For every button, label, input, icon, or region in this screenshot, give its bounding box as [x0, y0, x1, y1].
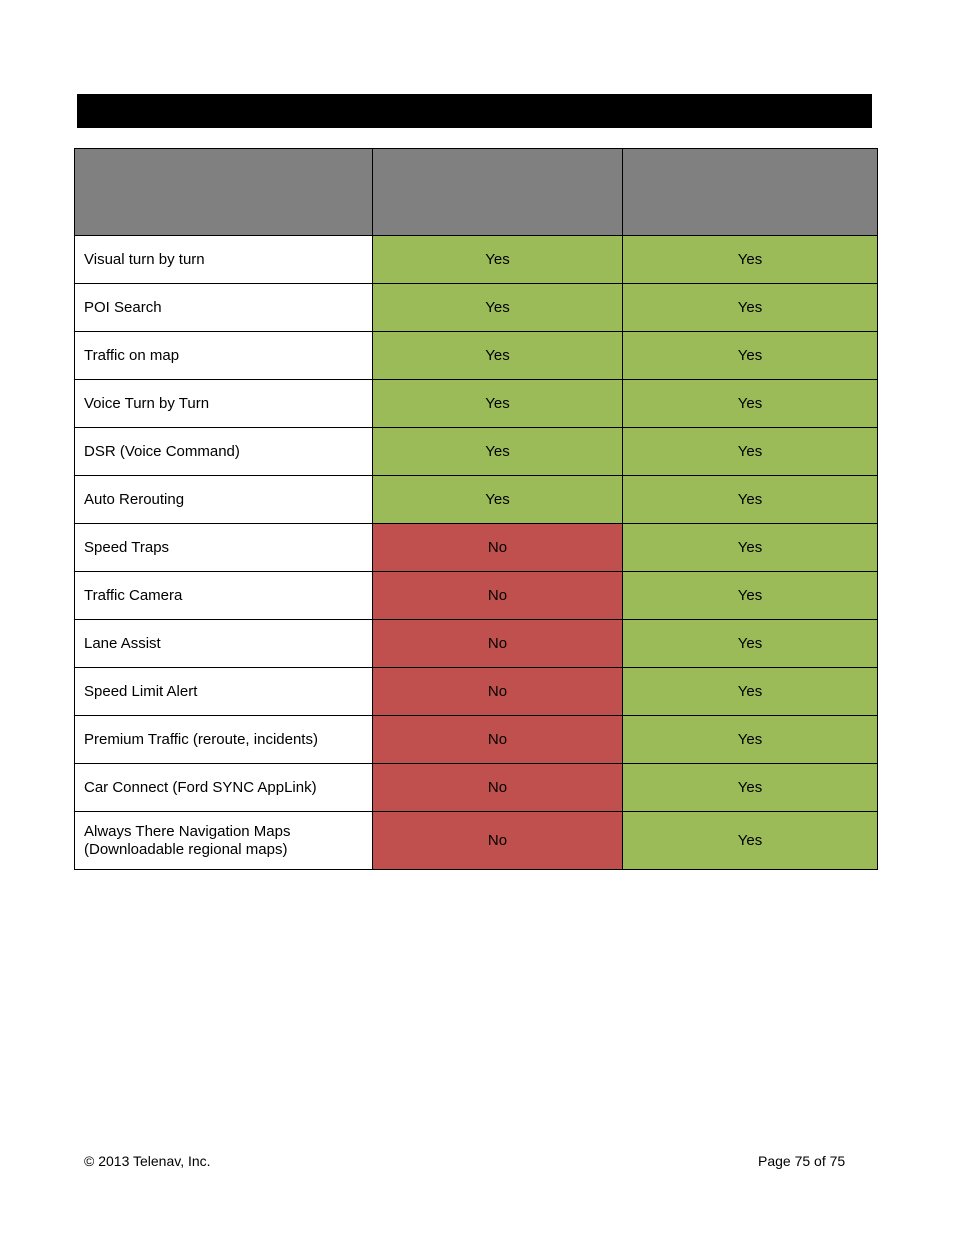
- feature-name: Traffic Camera: [75, 572, 373, 620]
- feature-name: Auto Rerouting: [75, 476, 373, 524]
- option-b-value: Yes: [623, 332, 878, 380]
- option-b-value: Yes: [623, 380, 878, 428]
- table-row: [75, 284, 878, 332]
- feature-comparison-table: [74, 148, 878, 870]
- header-cell-feature: [75, 149, 373, 236]
- section-title-bar: [77, 94, 872, 128]
- option-b-value: Yes: [623, 476, 878, 524]
- table-row: [75, 524, 878, 572]
- table-header-row: [75, 149, 878, 236]
- feature-name: Traffic on map: [75, 332, 373, 380]
- feature-name: POI Search: [75, 284, 373, 332]
- option-b-value: Yes: [623, 620, 878, 668]
- table-row: [75, 716, 878, 764]
- feature-name: Lane Assist: [75, 620, 373, 668]
- option-b-value: Yes: [623, 524, 878, 572]
- option-a-value: Yes: [373, 380, 623, 428]
- option-b-value: Yes: [623, 236, 878, 284]
- feature-name: Premium Traffic (reroute, incidents): [75, 716, 373, 764]
- option-b-value: Yes: [623, 284, 878, 332]
- option-a-value: Yes: [373, 236, 623, 284]
- table-row: [75, 236, 878, 284]
- header-cell-option-a: [373, 149, 623, 236]
- feature-name: Speed Traps: [75, 524, 373, 572]
- table-row: [75, 380, 878, 428]
- table-row: [75, 620, 878, 668]
- feature-name: [75, 812, 373, 870]
- option-a-value: Yes: [373, 428, 623, 476]
- header-cell-option-b: [623, 149, 878, 236]
- feature-name: Voice Turn by Turn: [75, 380, 373, 428]
- table-row: [75, 764, 878, 812]
- footer-copyright: © 2013 Telenav, Inc.: [84, 1153, 211, 1169]
- option-a-value: Yes: [373, 284, 623, 332]
- feature-name: Car Connect (Ford SYNC AppLink): [75, 764, 373, 812]
- table-row: [75, 476, 878, 524]
- option-a-value: No: [373, 764, 623, 812]
- option-b-value: Yes: [623, 812, 878, 870]
- option-b-value: Yes: [623, 428, 878, 476]
- option-a-value: No: [373, 572, 623, 620]
- feature-name-line-1: Always There Navigation Maps: [84, 822, 291, 840]
- feature-name: Visual turn by turn: [75, 236, 373, 284]
- option-a-value: No: [373, 524, 623, 572]
- option-a-value: No: [373, 620, 623, 668]
- option-b-value: Yes: [623, 716, 878, 764]
- option-a-value: No: [373, 716, 623, 764]
- option-a-value: Yes: [373, 332, 623, 380]
- feature-name: Speed Limit Alert: [75, 668, 373, 716]
- option-a-value: No: [373, 668, 623, 716]
- option-a-value: No: [373, 812, 623, 870]
- option-b-value: Yes: [623, 668, 878, 716]
- table-row: [75, 428, 878, 476]
- option-b-value: Yes: [623, 572, 878, 620]
- option-a-value: Yes: [373, 476, 623, 524]
- table-row: [75, 812, 878, 870]
- feature-name: DSR (Voice Command): [75, 428, 373, 476]
- table-row: [75, 332, 878, 380]
- table-row: [75, 668, 878, 716]
- feature-name-line-2: (Downloadable regional maps): [84, 840, 288, 858]
- option-b-value: Yes: [623, 764, 878, 812]
- footer-page-number: Page 75 of 75: [758, 1153, 846, 1169]
- table-row: [75, 572, 878, 620]
